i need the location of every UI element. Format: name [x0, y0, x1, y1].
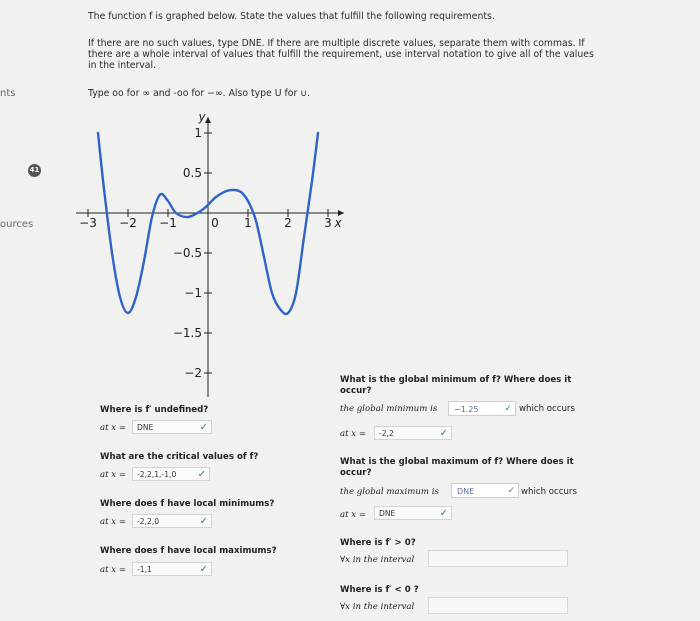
critical-answer-value: -2,2,1,-1,0 — [137, 470, 177, 479]
sidebar-points-label[interactable]: nts — [0, 88, 16, 99]
function-graph — [79, 108, 345, 380]
decreasing-question: Where is f′ < 0 ? — [340, 585, 419, 595]
global-min-value-select[interactable] — [448, 401, 516, 416]
global-max-value: DNE — [457, 487, 475, 496]
instructions: If there are no such values, type DNE. If there are multiple discrete values, separate them with commas. If there are a whole interval of values that fulfill the requirement, use interval notation to give all of the values in the interval. — [88, 38, 594, 71]
decreasing-interval-input[interactable] — [428, 597, 568, 614]
local-max-at-label: at x = — [100, 565, 127, 575]
sidebar-resources-label[interactable]: ources — [0, 219, 34, 230]
global-min-prefix: the global minimum is — [340, 404, 438, 414]
y-axis-arrow — [205, 117, 211, 123]
graph-ticks — [79, 126, 332, 380]
undefined-answer-input[interactable] — [132, 420, 212, 434]
global-min-answer-value: -2,2 — [379, 429, 394, 438]
local-min-at-label: at x = — [100, 517, 127, 527]
x-tick-label: 1 — [244, 216, 252, 230]
undefined-at-label: at x = — [100, 423, 127, 433]
global-max-suffix: which occurs — [521, 487, 577, 497]
y-tick-label: −0.5 — [172, 246, 202, 260]
critical-question: What are the critical values of f? — [100, 452, 259, 462]
local-max-answer-value: -1,1 — [137, 565, 152, 574]
local-max-question: Where does f have local maximums? — [100, 546, 277, 556]
global-min-at-label: at x = — [340, 429, 367, 439]
undefined-question: Where is f′ undefined? — [100, 405, 209, 415]
undefined-answer-value: DNE — [137, 423, 154, 432]
local-max-answer-input[interactable] — [132, 562, 212, 576]
global-max-answer-input[interactable] — [374, 506, 452, 520]
y-axis-label: y — [198, 110, 206, 124]
local-min-answer-input[interactable] — [132, 514, 212, 528]
correct-check-icon: ✓ — [199, 516, 208, 527]
global-min-answer-input[interactable] — [374, 426, 452, 440]
correct-check-icon: ✓ — [439, 428, 448, 439]
correct-check-icon: ✓ — [199, 564, 208, 575]
x-tick-label: 3 — [324, 216, 332, 230]
global-max-value-select[interactable] — [451, 483, 519, 498]
global-min-suffix: which occurs — [519, 404, 575, 414]
y-tick-label: 1 — [194, 126, 202, 140]
global-max-prefix: the global maximum is — [340, 487, 439, 497]
global-max-question: What is the global maximum of f? Where does it occur? — [340, 457, 574, 478]
y-tick-label: 0.5 — [182, 166, 202, 180]
global-max-answer-value: DNE — [379, 509, 396, 518]
critical-at-label: at x = — [100, 470, 127, 480]
local-min-answer-value: -2,2,0 — [137, 517, 160, 526]
problem-statement: The function f is graphed below. State the values that fulfill the following requirements. — [88, 11, 495, 22]
local-min-question: Where does f have local minimums? — [100, 499, 275, 509]
x-tick-label: −3 — [79, 216, 97, 230]
x-axis-label: x — [334, 216, 342, 230]
global-min-value: −1.25 — [454, 405, 479, 414]
correct-check-icon: ✓ — [199, 422, 208, 433]
correct-check-icon: ✓ — [504, 404, 512, 414]
x-tick-label: −2 — [119, 216, 137, 230]
y-tick-label: −1 — [184, 286, 202, 300]
y-tick-label: −2 — [184, 366, 202, 380]
y-tick-label: −1.5 — [172, 326, 202, 340]
infinity-hint: Type oo for ∞ and -oo for −∞. Also type U for ∪. — [88, 88, 310, 99]
increasing-question: Where is f′ > 0? — [340, 538, 416, 548]
correct-check-icon: ✓ — [197, 469, 206, 480]
global-min-question: What is the global minimum of f? Where does it occur? — [340, 375, 572, 396]
correct-check-icon: ✓ — [439, 508, 448, 519]
x-tick-label: 2 — [284, 216, 292, 230]
increasing-interval-input[interactable] — [428, 550, 568, 567]
increasing-sub-label: ∀x in the interval — [340, 555, 415, 565]
x-tick-label: 0 — [211, 216, 219, 230]
decreasing-sub-label: ∀x in the interval — [340, 602, 415, 612]
global-max-at-label: at x = — [340, 510, 367, 520]
x-tick-label: −1 — [159, 216, 177, 230]
question-count-badge: 41 — [28, 164, 41, 177]
correct-check-icon: ✓ — [507, 486, 515, 496]
critical-answer-input[interactable] — [132, 467, 210, 481]
